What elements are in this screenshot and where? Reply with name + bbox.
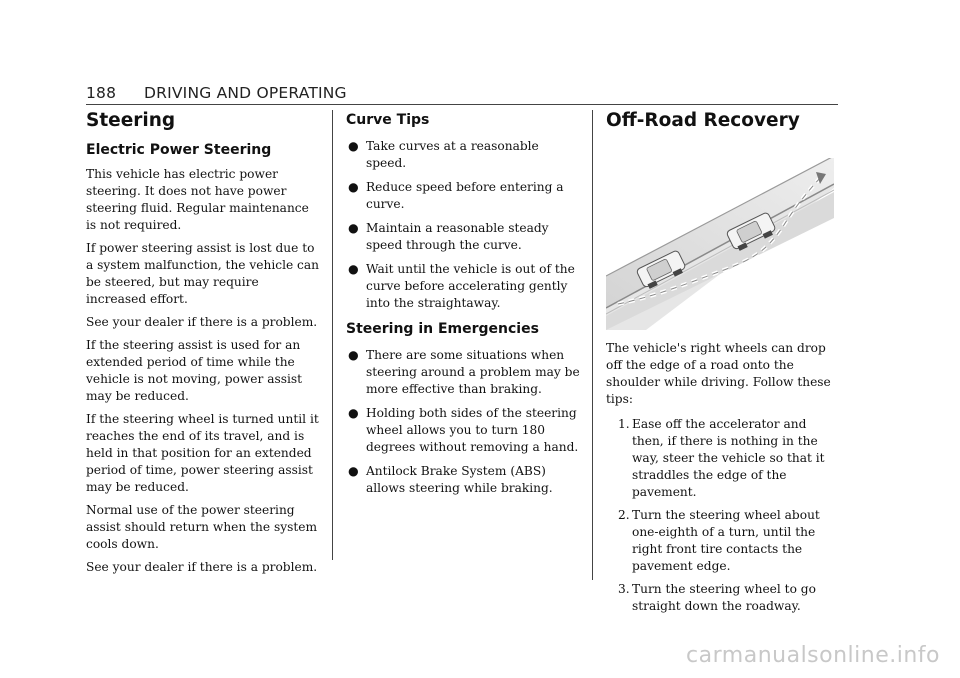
column-off-road	[606, 110, 840, 613]
paragraph: If power steering assist is lost due to a system malfunction, the vehicle can be steered, but may require increased effort.	[86, 241, 319, 306]
list-item: ● Holding both sides of the steering wheel allows you to turn 180 degrees without removing a hand.	[348, 406, 579, 454]
off-road-steps	[606, 416, 840, 615]
bullet-icon: ●	[348, 180, 359, 194]
bullet-icon: ●	[348, 348, 359, 362]
column-steering	[86, 110, 322, 582]
steering-emergencies-heading: Steering in Emergencies	[346, 321, 539, 337]
off-road-recovery-heading: Off-Road Recovery	[606, 110, 800, 131]
electric-power-steering-heading: Electric Power Steering	[86, 142, 272, 158]
paragraph: This vehicle has electric power steering. It does not have power steering fluid. Regular maintenance is not required.	[86, 167, 309, 232]
list-item: 2. Turn the steering wheel about one-eighth of a turn, until the right front tire contacts the pavement edge.	[618, 508, 820, 573]
bullet-icon: ●	[348, 221, 359, 235]
list-item: ● Wait until the vehicle is out of the curve before accelerating gently into the straightaway.	[348, 262, 575, 310]
list-item: ● Antilock Brake System (ABS) allows steering while braking.	[348, 464, 553, 495]
list-item: 1. Ease off the accelerator and then, if there is nothing in the way, steer the vehicle so that it straddles the edge of the pavement.	[618, 417, 825, 499]
bullet-icon: ●	[348, 262, 359, 276]
column-divider-left	[332, 110, 333, 560]
page-header	[86, 84, 838, 104]
bullet-icon: ●	[348, 139, 359, 153]
column-divider-right	[592, 110, 593, 580]
paragraph: Normal use of the power steering assist should return when the system cools down.	[86, 503, 318, 551]
column-tips	[346, 110, 582, 504]
off-road-intro: The vehicle's right wheels can drop off the edge of a road onto the shoulder while driving. Follow these tips:	[606, 341, 831, 406]
bullet-icon: ●	[348, 406, 359, 420]
watermark: carmanualsonline.info	[686, 643, 940, 668]
emergencies-list	[346, 347, 582, 497]
steering-heading: Steering	[86, 110, 176, 131]
paragraph: If the steering wheel is turned until it reaches the end of its travel, and is held in that position for an extended period of time, power steering assist may be reduced.	[86, 412, 319, 494]
list-item: 3. Turn the steering wheel to go straight down the roadway.	[618, 582, 816, 613]
curve-tips-list	[346, 138, 582, 312]
section-title: DRIVING AND OPERATING	[144, 84, 347, 102]
paragraph: See your dealer if there is a problem.	[86, 560, 318, 574]
off-road-text	[606, 340, 840, 621]
bullet-icon: ●	[348, 464, 359, 478]
list-item: ● There are some situations when steering around a problem may be more effective than braking.	[348, 348, 580, 396]
list-item: ● Maintain a reasonable steady speed through the curve.	[348, 221, 549, 252]
list-item: ● Take curves at a reasonable speed.	[348, 139, 539, 170]
off-road-recovery-illustration	[606, 158, 834, 330]
curve-tips-heading: Curve Tips	[346, 112, 430, 128]
paragraph: See your dealer if there is a problem.	[86, 315, 318, 329]
list-item: ● Reduce speed before entering a curve.	[348, 180, 564, 211]
page-number: 188	[86, 84, 117, 102]
header-rule	[86, 104, 838, 105]
paragraph: If the steering assist is used for an extended period of time while the vehicle is not moving, power assist may be reduced.	[86, 338, 303, 403]
